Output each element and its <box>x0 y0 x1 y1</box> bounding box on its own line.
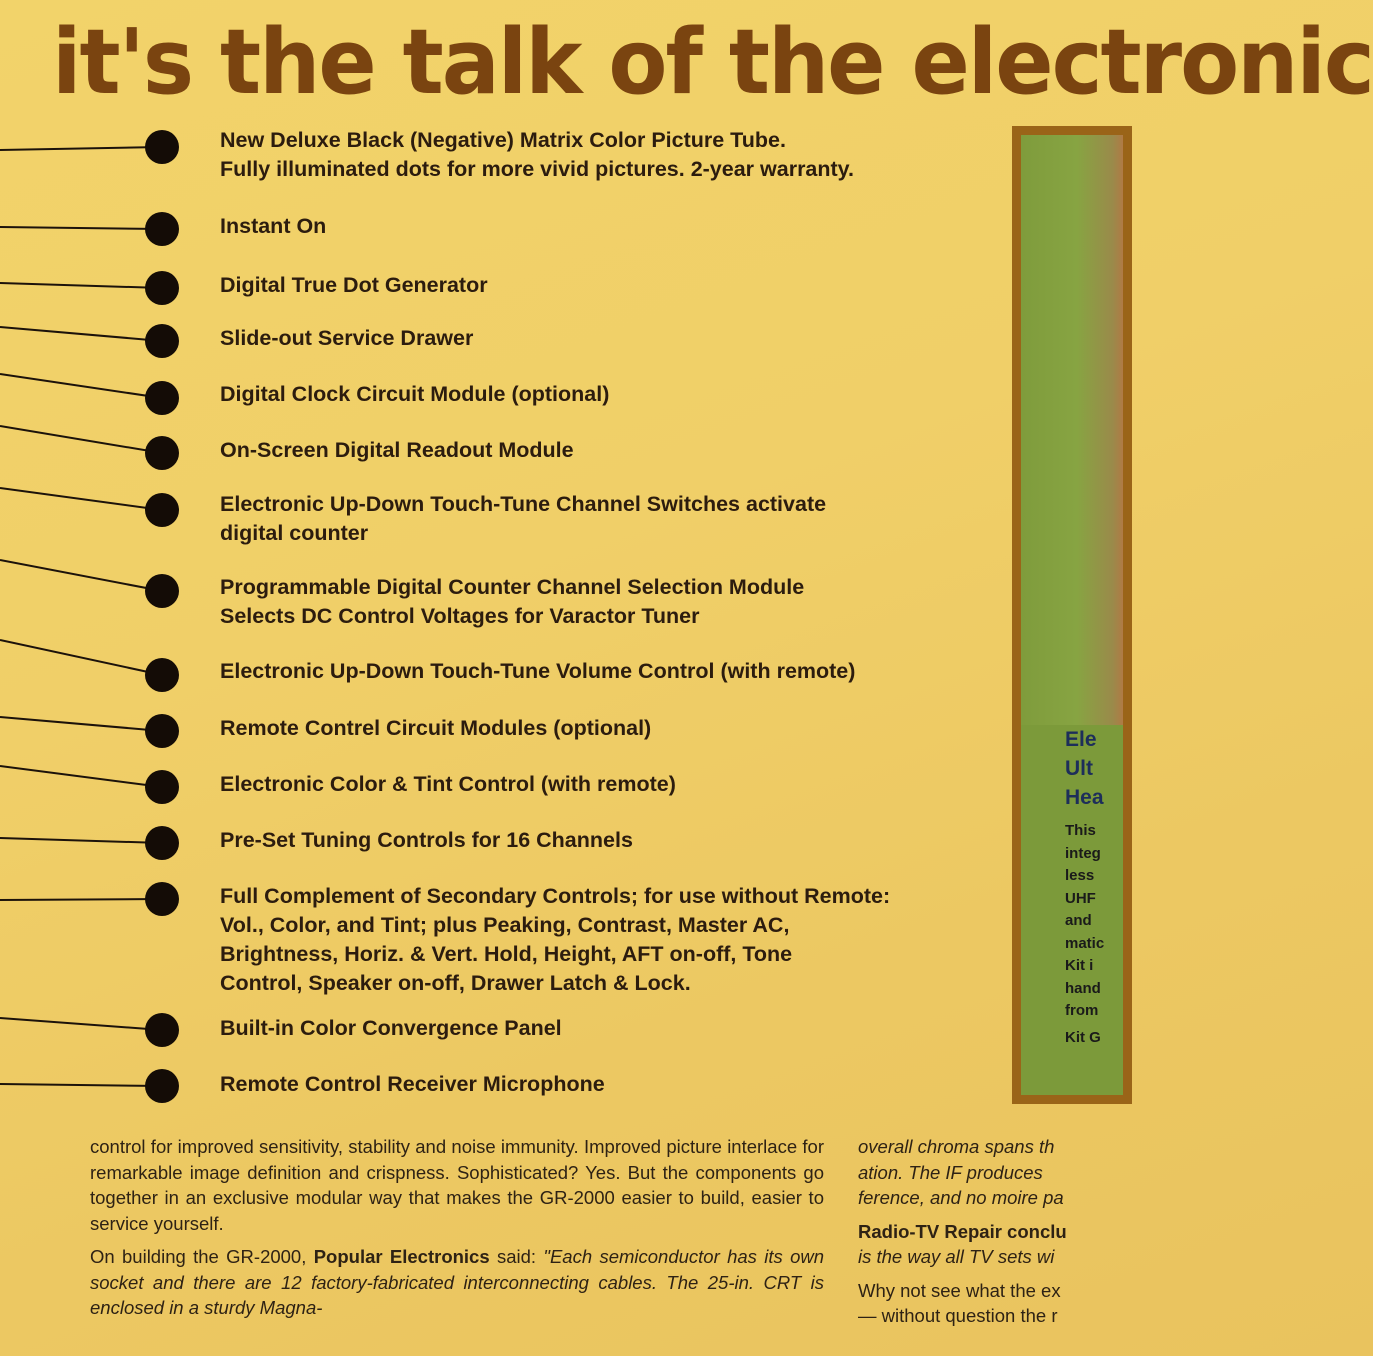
feature-line: Pre-Set Tuning Controls for 16 Channels <box>220 828 633 852</box>
feature-line: Programmable Digital Counter Channel Selection Module <box>220 575 805 599</box>
feature-clock-module <box>220 380 609 409</box>
feature-line: Electronic Color & Tint Control (with remote) <box>220 772 676 796</box>
promo-title-line: Ult <box>1065 757 1093 780</box>
feature-receiver-microphone <box>220 1070 605 1099</box>
feature-readout-module <box>220 436 574 465</box>
body-text: overall chroma spans th <box>858 1136 1055 1157</box>
promo-title-line: Ele <box>1065 728 1097 751</box>
callout-dot <box>145 658 179 692</box>
callout-dot <box>145 493 179 527</box>
body-column-right <box>858 1134 1158 1337</box>
feature-secondary-controls <box>220 882 890 998</box>
feature-color-tint <box>220 770 676 799</box>
feature-service-drawer <box>220 324 473 353</box>
feature-channel-switches <box>220 490 826 548</box>
feature-line: Instant On <box>220 214 327 238</box>
callout-line <box>0 374 162 398</box>
body-text: Why not see what the ex <box>858 1279 1061 1301</box>
body-paragraph <box>90 1244 824 1321</box>
callout-line <box>0 717 162 731</box>
callout-line <box>0 488 162 510</box>
feature-picture-tube <box>220 126 854 184</box>
feature-line: Remote Contrel Circuit Modules (optional) <box>220 716 652 740</box>
promo-body-line: hand <box>1065 979 1101 997</box>
callout-line <box>0 560 162 591</box>
feature-volume-control <box>220 657 855 686</box>
promo-photo <box>1021 135 1123 725</box>
feature-line: Fully illuminated dots for more vivid pictures. 2-year warranty. <box>220 157 855 181</box>
headline: it's the talk of the electronic <box>52 10 1373 115</box>
callout-dot <box>145 324 179 358</box>
callout-connectors <box>0 0 200 1110</box>
callout-dot <box>145 1069 179 1103</box>
promo-body-line: UHF <box>1065 889 1096 907</box>
promo-body-line: from <box>1065 1002 1099 1019</box>
callout-dot <box>145 574 179 608</box>
callout-dot <box>145 271 179 305</box>
publication-name: Radio-TV Repair <box>858 1220 1002 1242</box>
feature-line: Electronic Up-Down Touch-Tune Channel Switches activate <box>220 492 827 516</box>
feature-line: Control, Speaker on-off, Drawer Latch & Lock. <box>220 971 691 995</box>
callout-line <box>0 227 162 229</box>
callout-line <box>0 426 162 453</box>
promo-title-line: Hea <box>1065 786 1104 809</box>
feature-dot-generator <box>220 271 488 300</box>
promo-title <box>1065 725 1125 812</box>
feature-line: Selects DC Control Voltages for Varactor Tuner <box>220 604 700 628</box>
feature-line: Vol., Color, and Tint; plus Peaking, Contrast, Master AC, <box>220 913 790 937</box>
callout-line <box>0 283 162 288</box>
callout-dot <box>145 714 179 748</box>
body-paragraph: control for improved sensitivity, stability and noise immunity. Improved picture interlace for remarkable image definition and crispness. Sophisticated? Yes. But the components go together in an exclusive modular way that makes the GR-2000 easier to build, easier to service yourself. <box>90 1136 824 1234</box>
callout-line <box>0 899 162 900</box>
callout-dot <box>145 130 179 164</box>
callout-dot <box>145 212 179 246</box>
callout-line <box>0 838 162 843</box>
promo-kit-line: Kit G <box>1065 1028 1101 1046</box>
callout-line <box>0 766 162 787</box>
publication-name: Popular Electronics <box>313 1246 490 1267</box>
body-quote: "Each semiconductor has its own socket and there are 12 factory-fabricated interconnecting cables. The 25-in. CRT is enclosed in a sturdy Magna- <box>90 1246 825 1318</box>
promo-body <box>1065 820 1125 1023</box>
callout-line <box>0 1018 162 1030</box>
body-text: said: <box>489 1246 544 1267</box>
body-text: ference, and no moire pa <box>858 1187 1064 1208</box>
feature-line: Digital True Dot Generator <box>220 273 488 297</box>
callout-dot <box>145 882 179 916</box>
callout-line <box>0 147 162 150</box>
body-paragraph <box>858 1219 1158 1270</box>
callout-line <box>0 327 162 341</box>
callout-dot <box>145 770 179 804</box>
feature-remote-modules <box>220 714 651 743</box>
feature-channel-selection <box>220 573 804 631</box>
callout-dot <box>145 1013 179 1047</box>
callout-dot <box>145 436 179 470</box>
feature-preset-tuning <box>220 826 633 855</box>
body-text: On building the GR-2000, <box>90 1246 314 1267</box>
feature-line: Full Complement of Secondary Controls; for use without Remote: <box>220 884 891 908</box>
feature-instant-on <box>220 212 326 241</box>
feature-line: Slide-out Service Drawer <box>220 326 474 350</box>
callout-line <box>0 640 162 675</box>
feature-line: digital counter <box>220 521 369 545</box>
body-text: ation. The IF produces <box>858 1161 1043 1183</box>
body-column-left <box>90 1134 824 1329</box>
feature-line: New Deluxe Black (Negative) Matrix Color Picture Tube. <box>220 128 786 152</box>
callout-line <box>0 1084 162 1086</box>
body-paragraph <box>858 1278 1158 1329</box>
promo-body-line: Kit i <box>1065 957 1094 974</box>
promo-body-line: matic <box>1065 934 1105 952</box>
promo-body-line: less <box>1065 867 1095 884</box>
feature-line: Built-in Color Convergence Panel <box>220 1016 562 1040</box>
body-text: conclu <box>1001 1220 1067 1242</box>
feature-line: Digital Clock Circuit Module (optional) <box>220 382 610 406</box>
promo-body-line: This <box>1065 822 1096 839</box>
callout-dot <box>145 826 179 860</box>
promo-text <box>1065 725 1125 1046</box>
promo-body-line: integ <box>1065 844 1101 862</box>
feature-line: Brightness, Horiz. & Vert. Hold, Height, AFT on-off, Tone <box>220 942 793 966</box>
feature-line: Electronic Up-Down Touch-Tune Volume Control (with remote) <box>220 659 856 683</box>
callout-dot <box>145 381 179 415</box>
feature-line: On-Screen Digital Readout Module <box>220 438 574 462</box>
body-text: — without question the r <box>858 1305 1058 1326</box>
promo-panel <box>1012 126 1132 1104</box>
feature-line: Remote Control Receiver Microphone <box>220 1072 605 1096</box>
promo-body-line: and <box>1065 912 1092 929</box>
body-paragraph <box>858 1134 1158 1211</box>
body-text: is the way all TV sets wi <box>858 1246 1055 1267</box>
feature-convergence-panel <box>220 1014 562 1043</box>
